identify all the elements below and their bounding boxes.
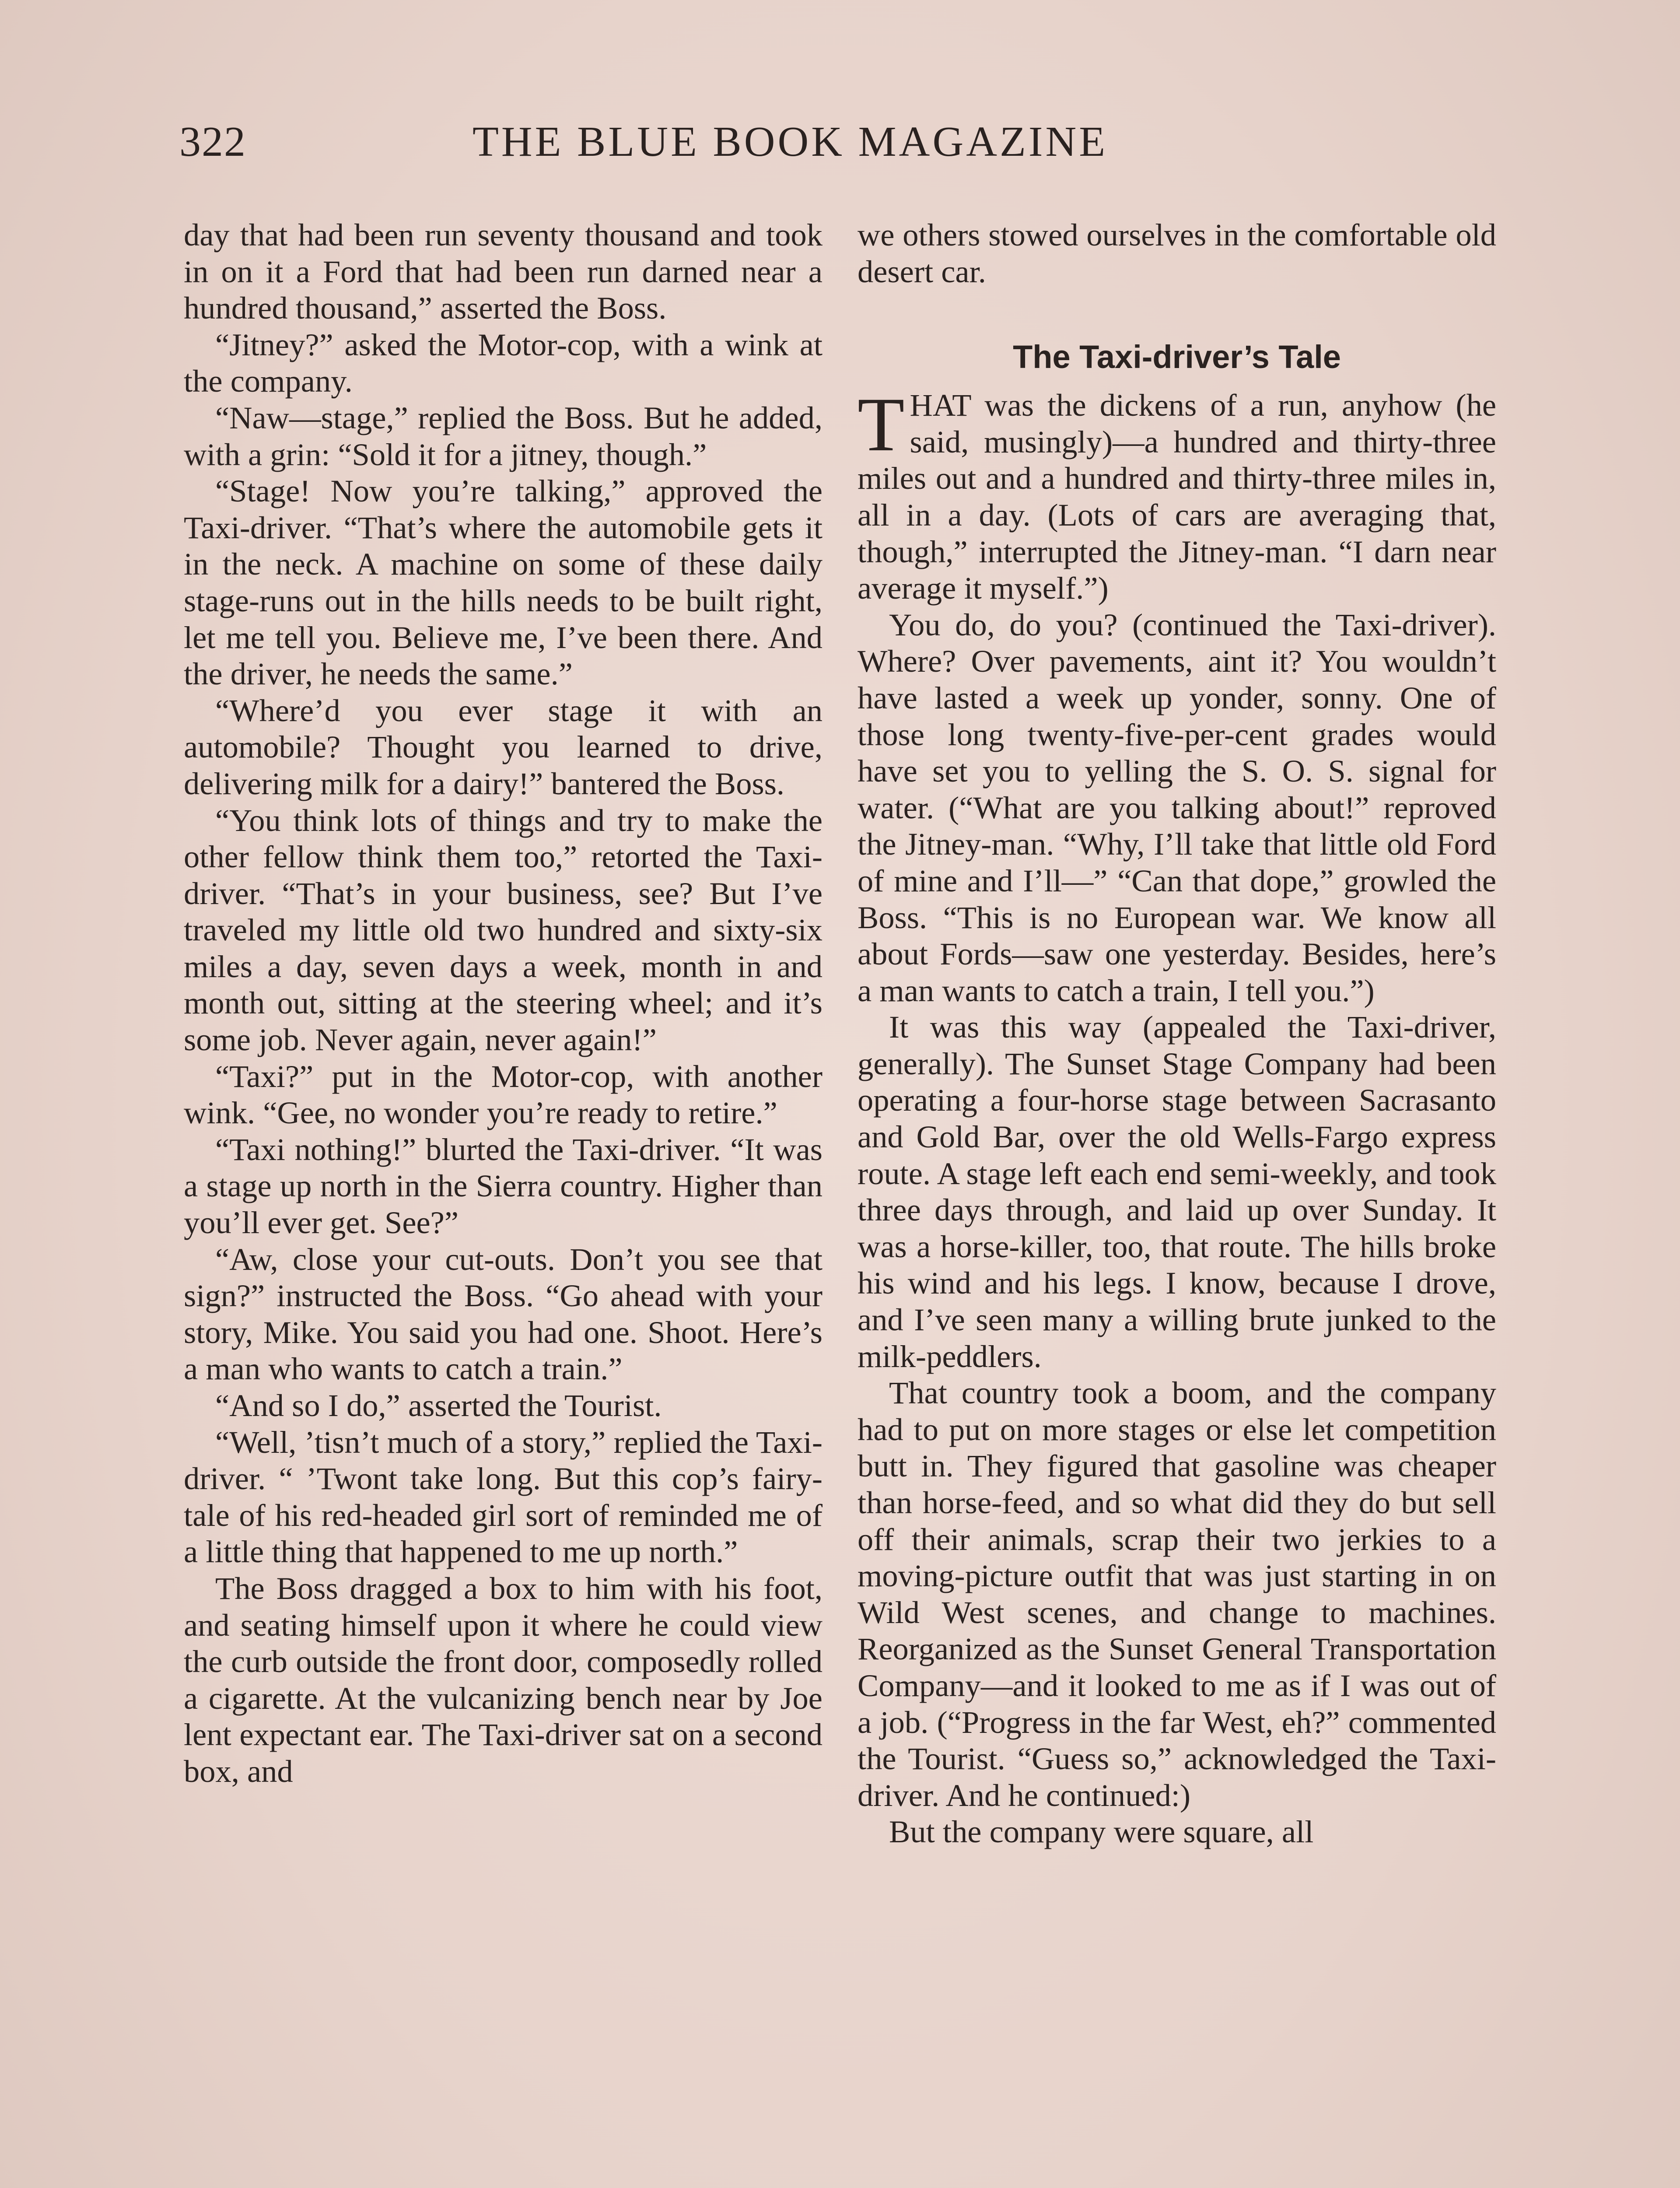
paragraph: “Taxi?” put in the Motor-cop, with another wink. “Gee, no wonder you’re ready to retire.” [184, 1058, 822, 1131]
paragraph: day that had been run seventy thousand and took in on it a Ford that had been run darned near a hundred thousand,” asserted the Boss. [184, 217, 822, 326]
paragraph: we others stowed ourselves in the comfortable old desert car. [858, 217, 1496, 289]
paragraph-text: HAT was the dickens of a run, anyhow (he said, musingly)—a hundred and thirty-three miles out and a hundred and thirty-three miles in, all in a day. (Lots of cars are averaging that, though,” interrupted the Jitney-man. “I darn near average it myself.”) [858, 387, 1496, 606]
paragraph: “Taxi nothing!” blurted the Taxi-driver. “It was a stage up north in the Sierra country. Higher than you’ll ever get. See?” [184, 1131, 822, 1241]
right-column [858, 217, 1496, 1850]
paragraph: The Boss dragged a box to him with his foot, and seating himself upon it where he could view the curb outside the front door, composedly rolled a cigarette. At the vulcanizing bench near by Joe lent expectant ear. The Taxi-driver sat on a second box, and [184, 1570, 822, 1789]
paragraph: “Jitney?” asked the Motor-cop, with a wink at the company. [184, 326, 822, 399]
paragraph: “Where’d you ever stage it with an automobile? Thought you learned to drive, delivering milk for a dairy!” bantered the Boss. [184, 692, 822, 801]
paragraph [858, 382, 1496, 607]
paragraph: But the company were square, all [889, 1814, 1314, 1850]
left-column [184, 217, 822, 1790]
paragraph: “And so I do,” asserted the Tourist. [215, 1388, 662, 1423]
drop-cap: T [858, 382, 905, 468]
paragraph: “Aw, close your cut-outs. Don’t you see that sign?” instructed the Boss. “Go ahead with your story, Mike. You said you had one. Shoot. Here’s a man who wants to catch a train.” [184, 1241, 822, 1387]
paragraph: That country took a boom, and the company had to put on more stages or else let competition butt in. They figured that gasoline was cheaper than horse-feed, and so what did they do but sell off their animals, scrap their two jerkies to a moving-picture outfit that was just starting in on Wild West scenes, and change to machines. Reorganized as the Sunset General Transportation Company—and it looked to me as if I was out of a job. (“Progress in the far West, eh?” commented the Tourist. “Guess so,” acknowledged the Taxi-driver. And he continued:) [858, 1375, 1496, 1813]
paragraph: “Well, ’tisn’t much of a story,” replied the Taxi-driver. “ ’Twont take long. But this cop’s fairy-tale of his red-headed girl sort of reminded me of a little thing that happened to me up north.” [184, 1424, 822, 1570]
paragraph: “Naw—stage,” replied the Boss. But he added, with a grin: “Sold it for a jitney, though.” [184, 400, 822, 472]
paragraph: “Stage! Now you’re talking,” approved the Taxi-driver. “That’s where the automobile gets it in the neck. A machine on some of these daily stage-runs out in the hills needs to be built right, let me tell you. Believe me, I’ve been there. And the driver, he needs the same.” [184, 473, 822, 692]
section-heading: The Taxi-driver’s Tale [1013, 339, 1341, 375]
paragraph: “You think lots of things and try to make the other fellow think them too,” retorted the Taxi-driver. “That’s in your business, see? But I’ve traveled my little old two hundred and sixty-six miles a day, seven days a week, month in and month out, sitting at the steering wheel; and it’s some job. Never again, never again!” [184, 802, 822, 1058]
page-number: 322 [179, 118, 246, 165]
page-header [179, 117, 1501, 174]
paragraph: You do, do you? (continued the Taxi-driver). Where? Over pavements, aint it? You wouldn’t have lasted a week up yonder, sonny. One of those long twenty-five-per-cent grades would have set you to yelling the S. O. S. signal for water. (“What are you talking about!” reproved the Jitney-man. “Why, I’ll take that little old Ford of mine and I’ll—” “Can that dope,” growled the Boss. “This is no European war. We know all about Fords—saw one yesterday. Besides, here’s a man wants to catch a train, I tell you.”) [858, 607, 1496, 1008]
magazine-title: THE BLUE BOOK MAGAZINE [472, 118, 1108, 165]
paragraph: It was this way (appealed the Taxi-driver, generally). The Sunset Stage Company had been operating a four-horse stage between Sacrasanto and Gold Bar, over the old Wells-Fargo express route. A stage left each end semi-weekly, and took three days through, and laid up over Sunday. It was a horse-killer, too, that route. The hills broke his wind and his legs. I know, because I drove, and I’ve seen many a willing brute junked to the milk-peddlers. [858, 1009, 1496, 1374]
